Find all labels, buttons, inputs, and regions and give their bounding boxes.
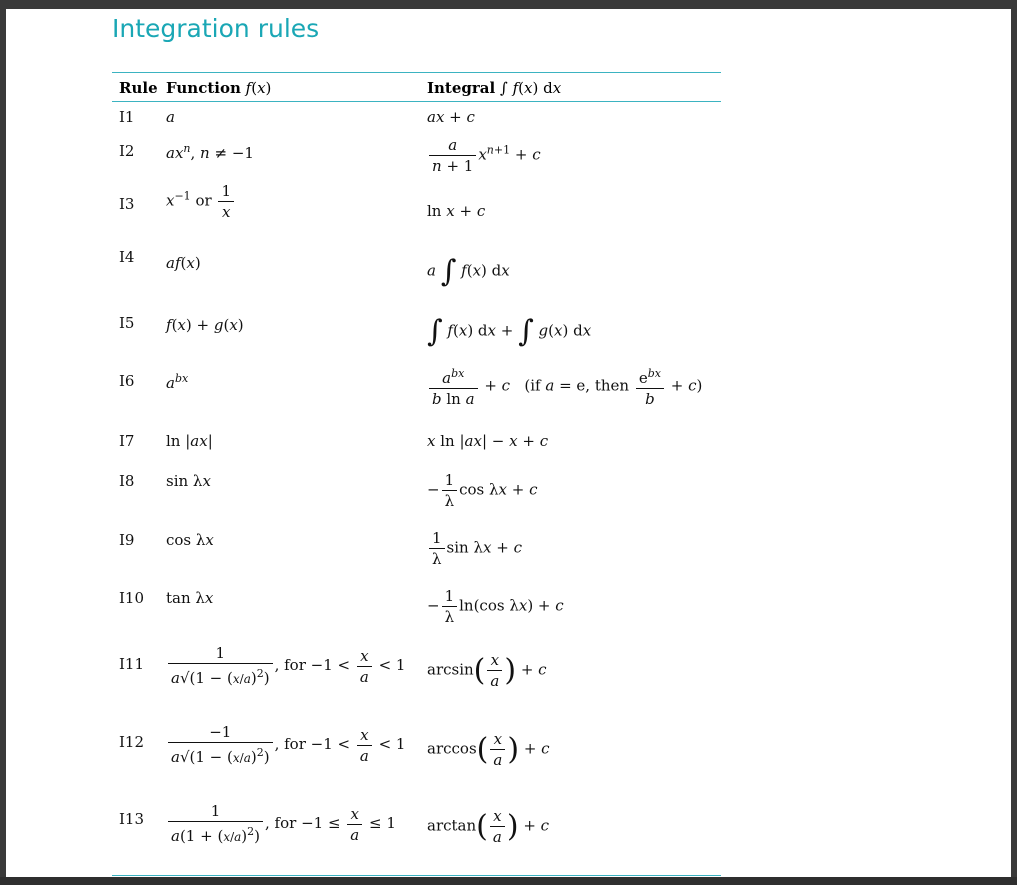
integral-cell: $\frac{a^{bx}}{\text{b ln a}}$ + c (if a = e, then $\frac{e^{bx}}{b}$ + c): [427, 364, 702, 409]
rule-id: I9: [119, 531, 135, 549]
integral-cell: x ln |ax| − x + c: [427, 432, 549, 450]
function-cell: ln |ax|: [166, 432, 213, 450]
integral-cell: $\frac{1}{\lambda}$ sin λx + c: [427, 528, 522, 569]
document-page: [6, 9, 1011, 877]
integral-cell: arcsin( $\frac{x}{a}$ ) + c: [427, 651, 547, 690]
integral-cell: arctan( $\frac{x}{a}$ ) + c: [427, 807, 550, 846]
rule-id: I8: [119, 472, 135, 490]
function-cell: cos λx: [166, 531, 214, 549]
function-cell: tan λx: [166, 589, 214, 607]
rule-id: I3: [119, 195, 135, 213]
integral-cell: arccos( $\frac{x}{a}$ ) + c: [427, 730, 550, 769]
rule-id: I6: [119, 372, 135, 390]
function-cell: $\frac{1}{a√(1 - (x/a)^2)}$ , for −1 < $\frac{x}{a}$ < 1: [166, 643, 405, 689]
function-cell: sin λx: [166, 472, 211, 490]
function-cell: $\frac{1}{a(1 + (x/a)^2)}$ , for −1 ≤ $\frac{x}{a}$ ≤ 1: [166, 801, 396, 847]
rule-id: I4: [119, 248, 135, 266]
header-integral: Integral ∫ f(x) dx: [427, 79, 562, 97]
rule-id: I7: [119, 432, 135, 450]
function-cell: $ax^n$, n ≠ −1: [166, 142, 254, 162]
header-bottom-rule: [112, 101, 721, 102]
rule-id: I13: [119, 810, 145, 828]
integral-cell: $\frac{a}{n + 1}$ $x^{n+1} + c$: [427, 135, 541, 176]
viewer-frame-top: [0, 0, 1017, 9]
integral-cell: − $\frac{1}{\lambda}$ cos λx + c: [427, 471, 538, 510]
rule-id: I12: [119, 733, 145, 751]
rule-id: I5: [119, 314, 135, 332]
function-cell: $\frac{-1}{a√(1 - (x/a)^2)}$ , for −1 < $\frac{x}{a}$ < 1: [166, 722, 405, 768]
function-cell: $x^{-1}$ or $\frac{1}{x}$: [166, 181, 236, 222]
header-function: Function f(x): [166, 79, 272, 97]
function-cell: $a^{bx}$: [166, 372, 189, 392]
integral-cell: ∫ f(x) dx + ∫ g(x) dx: [427, 314, 592, 349]
rule-id: I2: [119, 142, 135, 160]
page-title: Integration rules: [112, 14, 320, 43]
table-bottom-rule: [112, 875, 721, 876]
function-cell: a: [166, 108, 175, 126]
rule-id: I11: [119, 655, 145, 673]
integral-cell: ln x + c: [427, 202, 486, 220]
integral-cell: a ∫ f(x) dx: [427, 254, 510, 289]
function-cell: f(x) + g(x): [166, 316, 244, 334]
integral-cell: − $\frac{1}{\lambda}$ ln(cos λx) + c: [427, 587, 564, 626]
function-cell: af(x): [166, 254, 201, 272]
rule-id: I1: [119, 108, 135, 126]
header-rule: Rule: [119, 79, 158, 97]
table-top-rule: [112, 72, 721, 73]
viewer-frame-bottom: [0, 877, 1017, 885]
rule-id: I10: [119, 589, 145, 607]
integral-cell: ax + c: [427, 108, 475, 126]
